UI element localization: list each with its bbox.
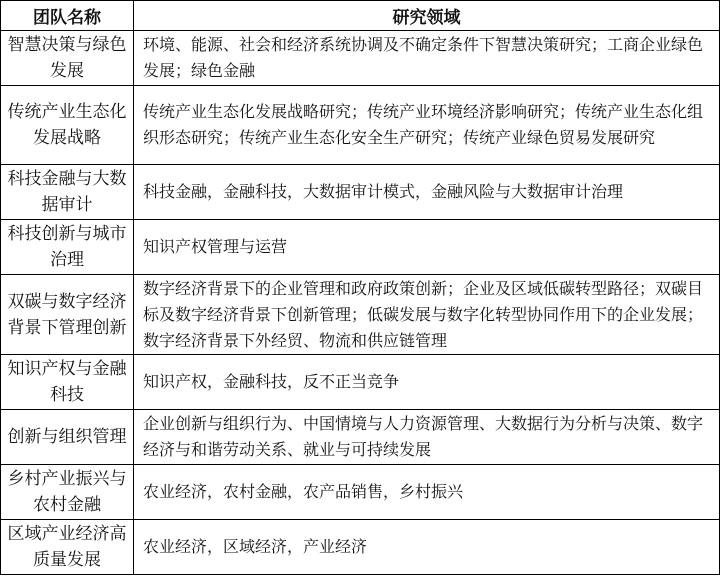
- team-name-cell: 双碳与数字经济背景下管理创新: [1, 275, 134, 355]
- team-name-cell: 传统产业生态化发展战略: [1, 86, 134, 165]
- research-area-cell: 知识产权，金融科技，反不正当竞争: [134, 355, 720, 410]
- team-name-cell: 智慧决策与绿色发展: [1, 31, 134, 86]
- table-row: [1, 355, 720, 410]
- research-area-cell: 农业经济，农村金融，农产品销售，乡村振兴: [134, 465, 720, 520]
- research-area-cell: 数字经济背景下的企业管理和政府政策创新；企业及区域低碳转型路径；双碳目标及数字经济背景下创新管理；低碳发展与数字化转型协同作用下的企业发展；数字经济背景下外经贸、物流和供应链管理: [134, 275, 720, 355]
- table-row: [1, 86, 720, 165]
- team-name-cell: 区域产业经济高质量发展: [1, 520, 134, 575]
- table-header-row: [1, 1, 720, 31]
- research-area-cell: 传统产业生态化发展战略研究；传统产业环境经济影响研究；传统产业生态化组织形态研究；传统产业生态化安全生产研究；传统产业绿色贸易发展研究: [134, 86, 720, 165]
- header-team-name: 团队名称: [1, 1, 134, 31]
- table-row: [1, 275, 720, 355]
- team-name-cell: 乡村产业振兴与农村金融: [1, 465, 134, 520]
- research-area-cell: 知识产权管理与运营: [134, 220, 720, 275]
- table-row: [1, 465, 720, 520]
- team-name-cell: 创新与组织管理: [1, 410, 134, 465]
- research-area-cell: 企业创新与组织行为、中国情境与人力资源管理、大数据行为分析与决策、数字经济与和谐劳动关系、就业与可持续发展: [134, 410, 720, 465]
- team-name-cell: 科技金融与大数据审计: [1, 165, 134, 220]
- table-row: [1, 410, 720, 465]
- header-research-area: 研究领域: [134, 1, 720, 31]
- table-row: [1, 520, 720, 575]
- research-area-cell: 科技金融，金融科技，大数据审计模式，金融风险与大数据审计治理: [134, 165, 720, 220]
- research-area-cell: 农业经济，区域经济，产业经济: [134, 520, 720, 575]
- research-area-cell: 环境、能源、社会和经济系统协调及不确定条件下智慧决策研究；工商企业绿色发展；绿色金融: [134, 31, 720, 86]
- team-name-cell: 科技创新与城市治理: [1, 220, 134, 275]
- table-row: [1, 31, 720, 86]
- table-row: [1, 220, 720, 275]
- team-name-cell: 知识产权与金融科技: [1, 355, 134, 410]
- table-row: [1, 165, 720, 220]
